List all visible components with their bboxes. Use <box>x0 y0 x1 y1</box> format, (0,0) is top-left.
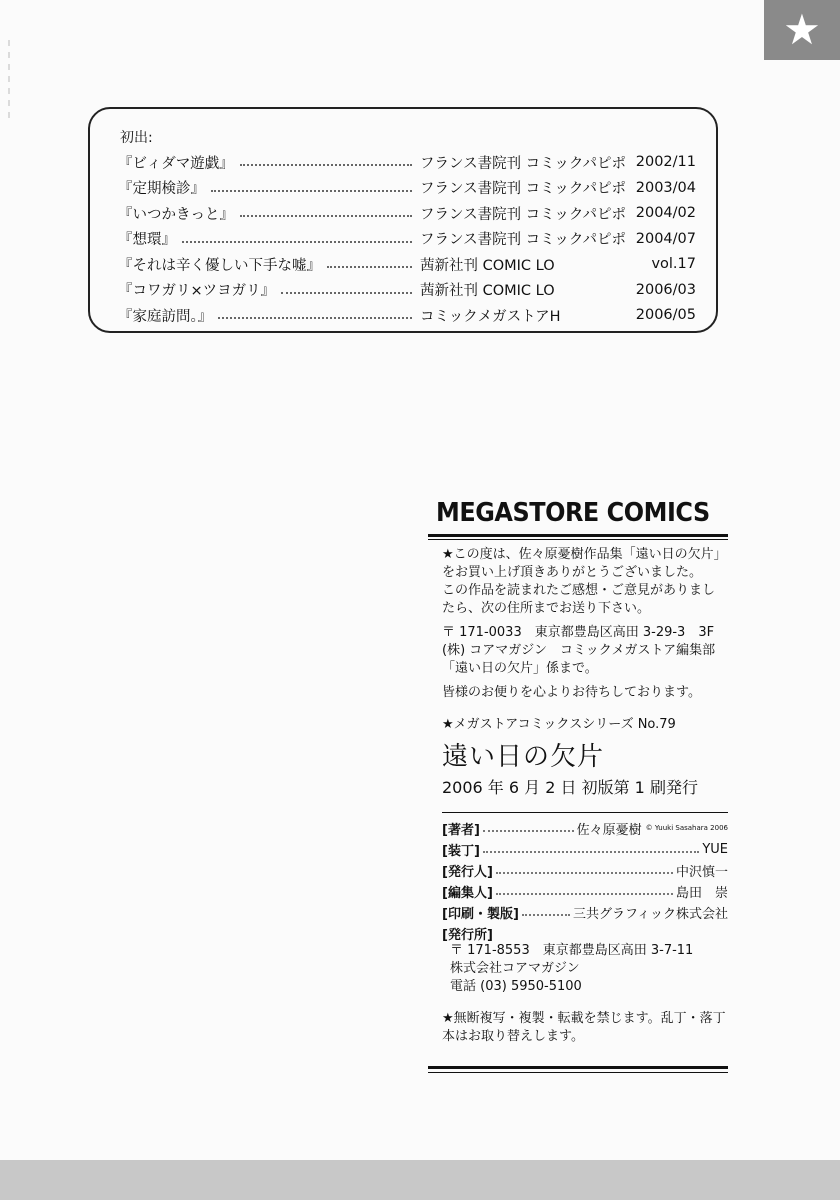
staff-name: 島田 崇 <box>675 885 728 901</box>
source-date: 2004/02 <box>635 205 696 221</box>
staff-row <box>442 819 728 837</box>
staff-role: [装丁] <box>442 843 480 859</box>
staff-name: 三共グラフィック株式会社 <box>573 906 728 922</box>
staff-name: 佐々原憂樹 <box>576 822 642 838</box>
leader-dots <box>281 292 412 294</box>
star-icon: ★ <box>764 0 840 60</box>
story-title: 『コワガリ×ツヨガリ』 <box>118 283 276 299</box>
staff-role: [発行人] <box>442 864 493 880</box>
source-publisher: 茜新社刊 COMIC LO <box>420 257 555 274</box>
leader-dots <box>327 266 412 268</box>
end-rule <box>428 1066 728 1069</box>
leader-dots <box>522 914 570 916</box>
logo-rule-thin <box>428 539 728 540</box>
issue-date: 2006 年 6 月 2 日 初版第 1 刷発行 <box>442 778 698 797</box>
colophon <box>428 490 728 1073</box>
publisher-line: 〒 171-8553 東京都豊島区高田 3-7-11 <box>450 943 694 958</box>
staff-row <box>442 882 728 900</box>
leader-dots <box>496 872 673 874</box>
source-row <box>118 304 696 326</box>
leader-dots <box>211 190 412 192</box>
source-row <box>118 202 696 224</box>
source-date: 2004/07 <box>635 230 696 247</box>
address-line: 「遠い日の欠片」係まで。 <box>442 661 598 676</box>
address-line: (株) コアマガジン コミックメガストア編集部 <box>442 643 716 658</box>
logo-rule <box>428 534 728 537</box>
editorial-address <box>428 624 728 678</box>
address-line: 〒 171-0033 東京都豊島区高田 3-29-3 3F <box>442 625 715 640</box>
staff-row <box>442 861 728 879</box>
source-date: 2006/03 <box>635 281 696 298</box>
leader-dots <box>496 893 673 895</box>
leader-dots <box>240 164 412 166</box>
staff-rule <box>442 812 728 813</box>
reader-message <box>428 546 728 618</box>
source-row <box>118 177 696 199</box>
first-appearance-box <box>88 107 718 333</box>
closing-line: 皆様のお便りを心よりお待ちしております。 <box>442 685 701 700</box>
source-date: vol.17 <box>651 256 696 272</box>
message-line: この作品を読まれたご感想・ご意見がありまし <box>442 583 716 598</box>
staff-name: YUE <box>702 841 728 857</box>
publisher-info <box>450 942 728 996</box>
story-title: 『定期検診』 <box>118 181 205 197</box>
staff-role: [印刷・製版] <box>442 906 519 922</box>
source-date: 2002/11 <box>635 154 696 170</box>
story-title: 『それは辛く優しい下手な嘘』 <box>118 257 321 274</box>
publisher-heading <box>442 924 728 942</box>
message-line: ★この度は、佐々原憂樹作品集「遠い日の欠片」 <box>442 547 727 562</box>
staff-role: [編集人] <box>442 885 493 901</box>
source-date: 2003/04 <box>635 179 696 196</box>
copyright-credit: © Yuuki Sasahara 2006 <box>645 824 728 832</box>
message-line: をお買い上げ頂きありがとうございました。 <box>442 565 703 580</box>
story-title: 『いつかきっと』 <box>118 206 234 223</box>
source-publisher: フランス書院刊 コミックパピポ <box>420 181 627 197</box>
publisher-label: [発行所] <box>442 927 493 943</box>
notice-line: 本はお取り替えします。 <box>442 1029 584 1044</box>
end-rule-thin <box>428 1072 728 1073</box>
publisher-line: 電話 (03) 5950-5100 <box>450 979 582 994</box>
source-row <box>118 279 696 301</box>
staff-name: 中沢慎一 <box>675 864 728 880</box>
source-row <box>118 151 696 173</box>
source-row <box>118 228 696 250</box>
series-number: ★メガストアコミックスシリーズ No.79 <box>442 717 676 732</box>
leader-dots <box>240 215 412 217</box>
series-logo: MEGASTORE COMICS <box>436 498 710 528</box>
story-title: 『ビィダマ遊戯』 <box>118 155 234 172</box>
source-publisher: フランス書院刊 コミックパピポ <box>420 155 627 172</box>
notice-line: ★無断複写・複製・転載を禁じます。乱丁・落丁 <box>442 1011 726 1026</box>
message-line: たら、次の住所までお送り下さい。 <box>442 601 651 616</box>
leader-dots <box>218 317 412 319</box>
first-appearance-heading: 初出: <box>120 130 153 146</box>
source-publisher: コミックメガストアH <box>420 308 561 325</box>
source-publisher: フランス書院刊 コミックパピポ <box>420 206 627 223</box>
staff-row <box>442 903 728 921</box>
leader-dots <box>483 851 699 853</box>
publisher-line: 株式会社コアマガジン <box>450 961 580 976</box>
staff-role: [著者] <box>442 822 480 838</box>
copyright-notice <box>428 1010 728 1046</box>
page-edge-mark <box>8 40 10 120</box>
leader-dots <box>483 830 574 832</box>
source-row <box>118 253 696 275</box>
story-title: 『想環』 <box>118 232 176 248</box>
source-date: 2006/05 <box>635 307 696 323</box>
source-publisher: 茜新社刊 COMIC LO <box>420 283 555 299</box>
story-title: 『家庭訪問。』 <box>118 308 213 325</box>
staff-row <box>442 840 728 858</box>
book-title: 遠い日の欠片 <box>442 742 605 772</box>
bottom-band <box>0 1160 840 1200</box>
leader-dots <box>182 241 412 243</box>
source-publisher: フランス書院刊 コミックパピポ <box>420 232 627 248</box>
